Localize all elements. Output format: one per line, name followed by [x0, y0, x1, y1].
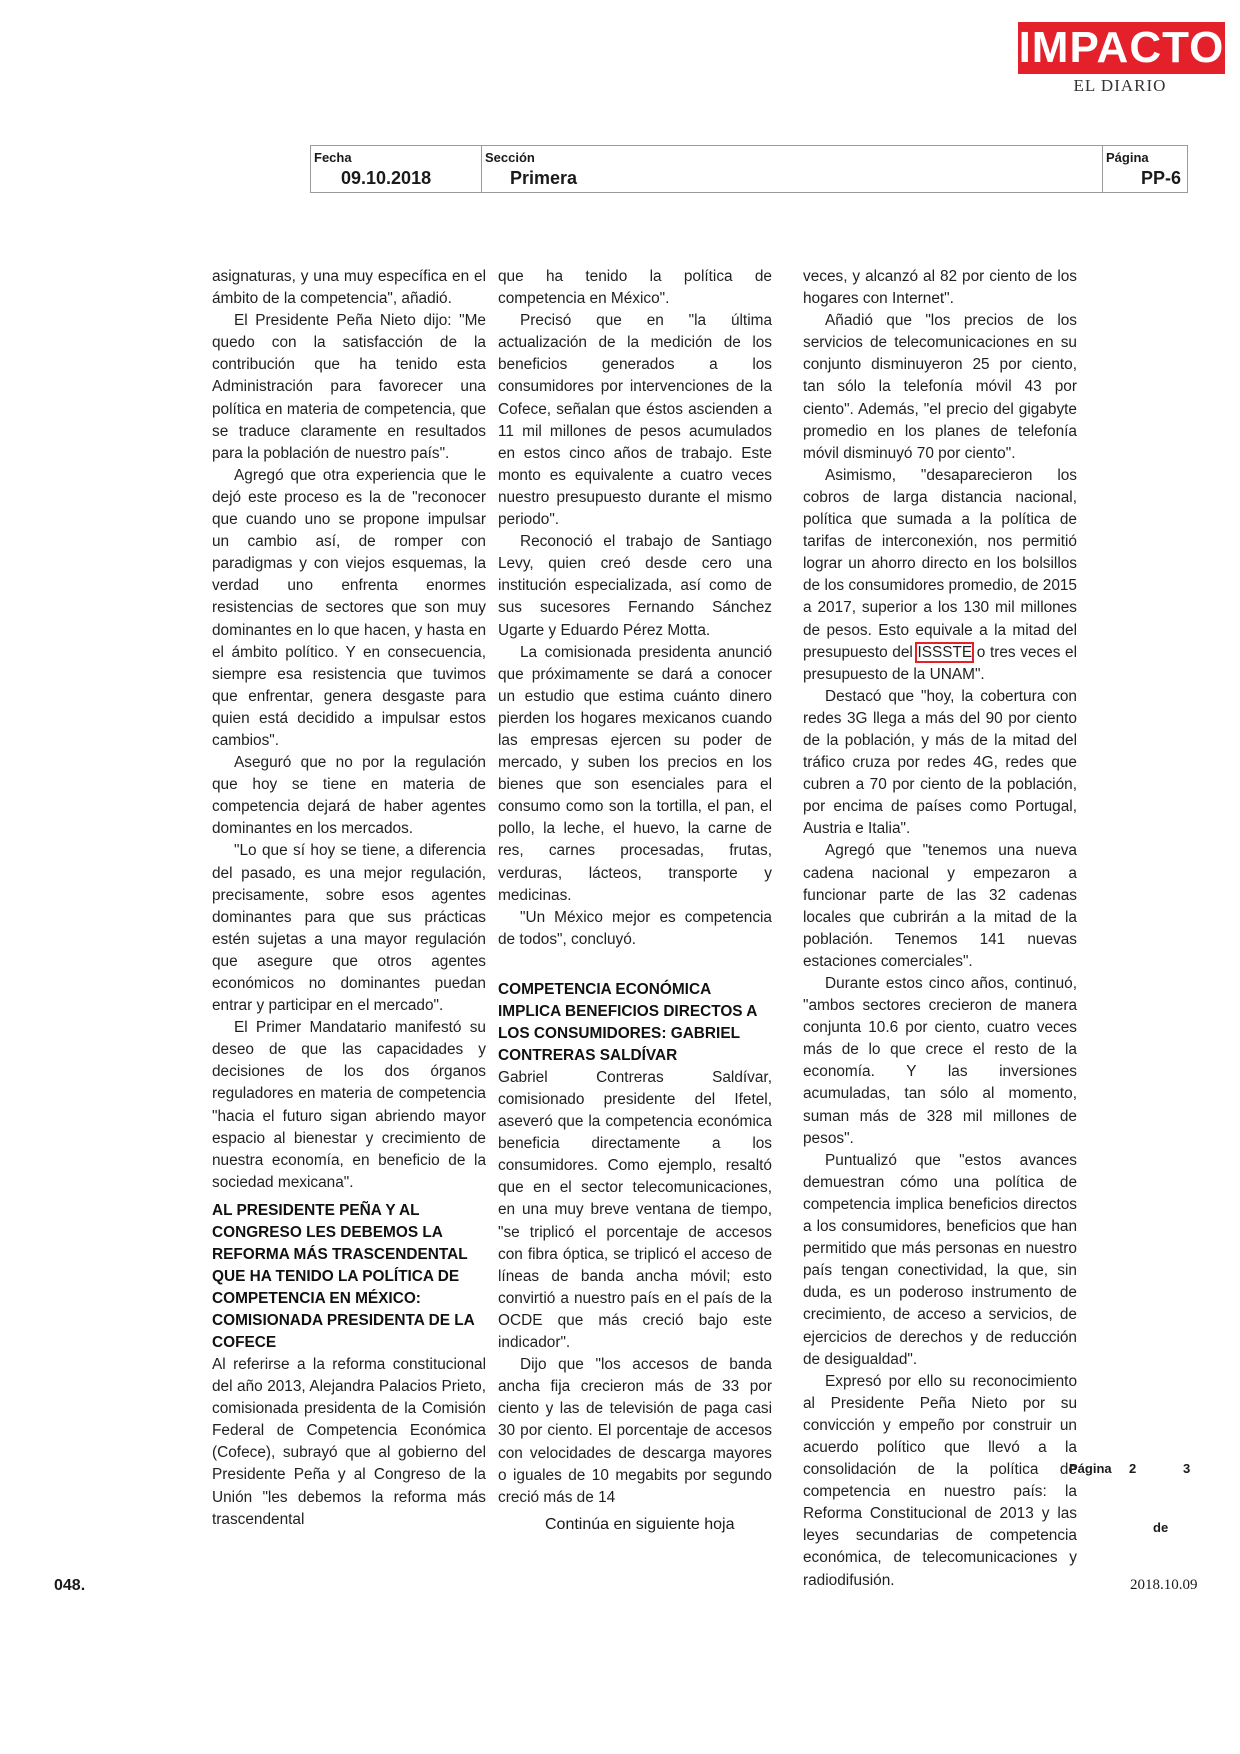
paragraph: Agregó que otra experiencia que le dejó este proceso es la de "reconocer que cuando uno se propone impulsar un cambio así, de romper con paradigmas y con viejos esquemas, la verdad uno enfrenta enormes resistencias de sectores que son muy dominantes en lo que hacen, y hasta en el ámbito político. Y en consecuencia, siempre esa resistencia que tuvimos que enfrentar, genera desgaste para quien está decidido a impulsar estos cambios".: [212, 466, 486, 749]
paragraph: Destacó que "hoy, la cobertura con redes 3G llega a más del 90 por ciento de la población, y más de la mitad del tráfico cruza por redes 4G, redes que cubren a 70 por ciento de la población, por encima de países como Portugal, Austria e Italia".: [803, 687, 1077, 838]
paragraph: El Presidente Peña Nieto dijo: "Me quedo con la satisfacción de la contribución que ha tenido esta Administración para favorecer una política en materia de competencia, que se traduce claramente en resultados para la población de nuestro país".: [212, 312, 486, 462]
paragraph: Durante estos cinco años, continuó, "ambos sectores crecieron de manera conjunta 10.6 por ciento, cuatro veces más de lo que crece el resto de la economía. Y las inversiones acumuladas, tan sólo al momento, suman más de 328 mil millones de pesos".: [803, 975, 1077, 1147]
highlighted-term: ISSSTE: [917, 643, 973, 661]
paragraph: asignaturas, y una muy específica en el ámbito de la competencia", añadió.: [212, 268, 486, 308]
seccion-value: Primera: [510, 168, 578, 188]
paragraph: Añadió que "los precios de los servicios de telecomunicaciones en su conjunto disminuyeron 25 por ciento, tan sólo la telefonía móvil 43 por ciento". Además, "el precio del gigabyte promedio en los planes de telefonía móvil disminuyó 70 por ciento".: [803, 312, 1077, 462]
article-column-2: [498, 266, 772, 1509]
footer-page-current: 2: [1129, 1461, 1137, 1476]
paragraph: que ha tenido la política de competencia en México".: [498, 268, 772, 308]
section-heading: COMPETENCIA ECONÓMICA IMPLICA BENEFICIOS DIRECTOS A LOS CONSUMIDORES: GABRIEL CONTRERAS SALDÍVAR: [498, 980, 757, 1064]
paragraph: Al referirse a la reforma constitucional del año 2013, Alejandra Palacios Prieto, comisionada presidenta de la Comisión Federal de Competencia Económica (Cofece), subrayó que al gobierno del Presidente Peña y al Congreso de la Unión "les debemos la reforma más trascendental: [212, 1355, 486, 1528]
paragraph: Puntualizó que "estos avances demuestran cómo una política de competencia implica beneficios directos a los consumidores, beneficios que han permitido que más personas en nuestro país tengan conectividad, la que, sin duda, es un poderoso instrumento de crecimiento, de acceso a servicios, de ejercicios de derechos y de reducción de desigualdad".: [803, 1151, 1077, 1368]
paragraph: Gabriel Contreras Saldívar, comisionado presidente del Ifetel, aseveró que la competencia económica beneficia directamente a los consumidores. Como ejemplo, resaltó que en el sector telecomunicaciones, en una muy breve ventana de tiempo, "se triplicó el porcentaje de accesos con fibra óptica, se triplicó el acceso de líneas de banda ancha móvil; esto convirtió a nuestro país en el país de la OCDE que más creció bajo este indicador".: [498, 1068, 772, 1352]
paragraph: [803, 465, 1077, 686]
paragraph: El Primer Mandatario manifestó su deseo de que las capacidades y decisiones de los dos órganos reguladores en materia de competencia "hacia el futuro sigan abriendo mayor espacio al bienestar y crecimiento de nuestra economía, en beneficio de la sociedad mexicana".: [212, 1019, 486, 1191]
pagina-label: Página: [1106, 150, 1149, 165]
paragraph-text: Asimismo, "desaparecieron los cobros de larga distancia nacional, política que sumada a la política de tarifas de interconexión, nos permitió lograr un ahorro directo en los bolsillos de los consumidores promedio, de 2015 a 2017, superior a los 130 mil millones de pesos. Esto equivale a la mitad del presupuesto del: [803, 466, 1077, 661]
paragraph: Expresó por ello su reconocimiento al Presidente Peña Nieto por su convicción y empeño por construir un acuerdo político que llevó a la consolidación de la política de competencia en nuestro país: la Reforma Constitucional de 2013 y las leyes secundarias de competencia económica, de telecomunicaciones y radiodifusión.: [803, 1372, 1077, 1589]
paragraph: Aseguró que no por la regulación que hoy se tiene en materia de competencia dejará de haber agentes dominantes en los mercados.: [212, 754, 486, 838]
paragraph: "Lo que sí hoy se tiene, a diferencia del pasado, es una mejor regulación, precisamente, sobre esos agentes dominantes para que sus prácticas estén sujetas a una mayor regulación que asegure que otros agentes económicos no dominantes puedan entrar y participar en el mercado".: [212, 842, 486, 1015]
paragraph: La comisionada presidenta anunció que próximamente se dará a conocer un estudio que estima cuánto dinero pierden los hogares mexicanos cuando las empresas ejercen su poder de mercado, y suben los precios en los bienes que son esenciales para el consumo como son la tortilla, el pan, el pollo, la leche, el huevo, la carne de res, carnes procesadas, frutas, verduras, lácteos, transporte y medicinas.: [498, 643, 772, 904]
logo-subtitle: EL DIARIO: [1073, 76, 1167, 95]
pagina-value: PP-6: [1140, 168, 1181, 188]
fecha-label: Fecha: [314, 150, 352, 165]
paragraph: "Un México mejor es competencia de todos", concluyó.: [498, 908, 772, 948]
impacto-logo: IMPACTO: [1018, 23, 1225, 72]
footer-date: 2018.10.09: [1130, 1577, 1198, 1593]
pagina-cell: [1103, 146, 1187, 192]
paragraph-text: o tres veces el presupuesto de la UNAM".: [803, 643, 1077, 683]
paragraph: Reconoció el trabajo de Santiago Levy, quien creó desde cero una institución especializada, así como de sus sucesores Fernando Sánchez Ugarte y Eduardo Pérez Motta.: [498, 533, 772, 639]
spacer: [498, 951, 772, 973]
section-heading: AL PRESIDENTE PEÑA Y AL CONGRESO LES DEBEMOS LA REFORMA MÁS TRASCENDENTAL QUE HA TENIDO LA POLÍTICA DE COMPETENCIA EN MÉXICO: COMISIONADA PRESIDENTA DE LA COFECE: [212, 1201, 475, 1351]
paragraph: Precisó que en "la última actualización de la medición de los beneficios generados a los consumidores por intervenciones de la Cofece, señalan que éstos ascienden a 11 mil millones de pesos acumulados en estos cinco años de trabajo. Este monto es equivalente a cuatro veces nuestro presupuesto durante el mismo periodo".: [498, 312, 772, 529]
fecha-value: 09.10.2018: [341, 168, 432, 188]
seccion-cell: [482, 146, 1103, 192]
paragraph: Dijo que "los accesos de banda ancha fija crecieron más de 33 por ciento y las de televisión de paga casi 30 por ciento. El porcentaje de accesos con velocidades de descarga mayores o iguales de 10 megabits por segundo creció más de 14: [498, 1356, 772, 1506]
continua-note: Continúa en siguiente hoja: [545, 1516, 735, 1533]
footer-pagina-label: Página: [1069, 1461, 1112, 1476]
footer-de-label: de: [1153, 1520, 1169, 1535]
document-code: 048.: [54, 1577, 86, 1594]
footer-page-total: 3: [1183, 1461, 1191, 1476]
article-column-1: [212, 266, 486, 1531]
article-column-3: [803, 266, 1077, 1592]
seccion-label: Sección: [485, 150, 535, 165]
paragraph: veces, y alcanzó al 82 por ciento de los hogares con Internet".: [803, 268, 1077, 308]
metadata-table: [310, 145, 1188, 193]
paragraph: Agregó que "tenemos una nueva cadena nacional y empezaron a funcionar parte de las 32 cadenas locales que cubrirán a la mitad de la población. Tenemos 141 nuevas estaciones comerciales".: [803, 842, 1077, 970]
fecha-cell: [311, 146, 482, 192]
